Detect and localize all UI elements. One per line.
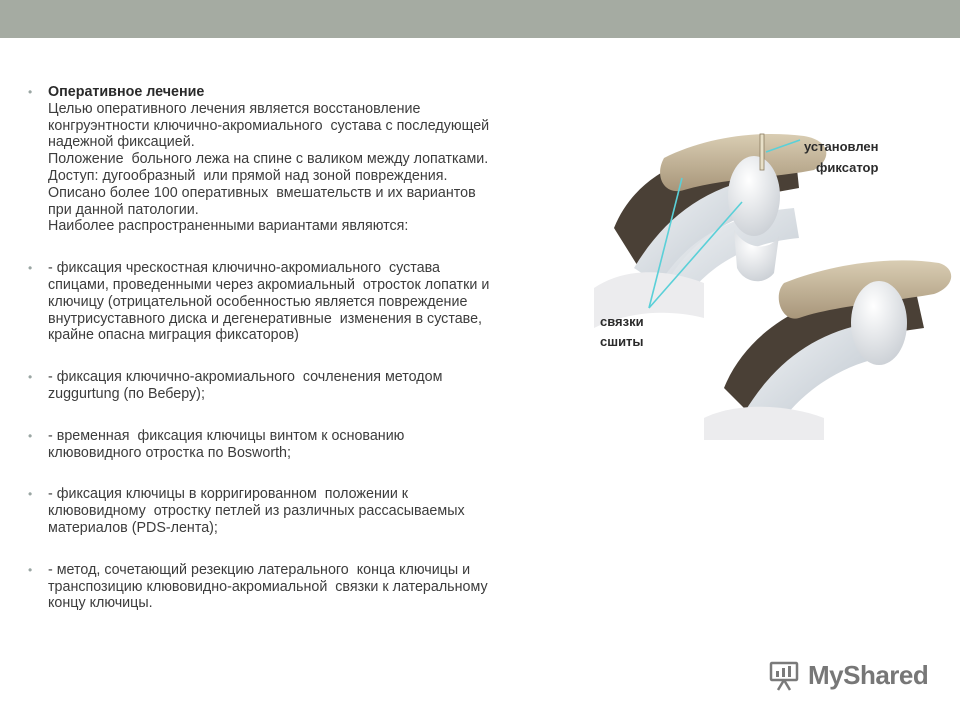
text-line: Наиболее распространенными вариантами являются: [48,218,409,235]
section-heading: Оперативное лечение [48,84,205,100]
text-line: крайне опасна миграция фиксаторов) [48,327,299,344]
text-line: Описано более 100 оперативных вмешательств и их вариантов [48,184,476,201]
text-line: - метод, сочетающий резекцию латерального конца ключицы и [48,561,471,578]
list-item [28,369,588,403]
text-line: Целью оперативного лечения является восстановление [48,100,421,117]
myshared-watermark [768,656,938,696]
bullet-icon: • [28,85,33,99]
bullet-icon: • [28,487,33,502]
label-ligaments-line2: сшиты [600,334,644,349]
text-line: при данной патологии. [48,201,199,218]
text-line: - фиксация ключицы в корригированном положении к [48,486,409,503]
label-ligaments-line1: связки [600,314,644,329]
text-line: материалов (PDS-лента); [48,519,218,536]
watermark-text: MyShared [808,660,929,690]
text-line: Положение больного лежа на спине с валиком между лопатками. [48,151,489,168]
text-line: внутрисуставного диска и дегенеративные изменения в суставе, [48,310,483,327]
text-line: - фиксация ключично-акромиального сочленения методом [48,369,443,386]
lower-joint-illustration [704,260,951,440]
text-line: клювовидного отростка по Bosworth; [48,444,291,461]
text-line: транспозицию клювовидно-акромиальной связки к латеральному [48,578,488,595]
text-line: клювовидному отростку петлей из различных рассасываемых [48,503,465,520]
list-item [28,428,588,462]
text-line: концу ключицы. [48,595,153,612]
top-bar [0,0,960,38]
list-item [28,260,588,344]
bullet-list [28,84,588,612]
list-item [28,486,588,536]
bullet-icon: • [28,261,33,276]
text-line: надежной фиксацией. [48,134,195,151]
bullet-icon: • [28,428,33,443]
list-item [28,562,588,612]
text-line: - временная фиксация ключицы винтом к основанию [48,427,405,444]
bullet-icon: • [28,562,33,577]
shoulder-joint-figure [594,118,960,440]
text-line: конгруэнтности ключично-акромиального сустава с последующей [48,117,490,134]
text-line: ключицу (отрицательной особенностью является повреждение [48,293,468,310]
text-line: - фиксация чрескостная ключично-акромиального сустава [48,260,440,277]
bullet-icon: • [28,370,33,385]
label-fixator-line1: установлен [804,139,879,154]
text-line: Доступ: дугообразный или прямой над зоной повреждения. [48,167,448,184]
label-fixator-line2: фиксатор [816,160,879,175]
text-line: спицами, проведенными через акромиальный отросток лопатки и [48,276,490,293]
text-line: zuggurtung (по Веберу); [48,385,205,402]
list-item [28,84,588,235]
presentation-icon [768,658,802,692]
